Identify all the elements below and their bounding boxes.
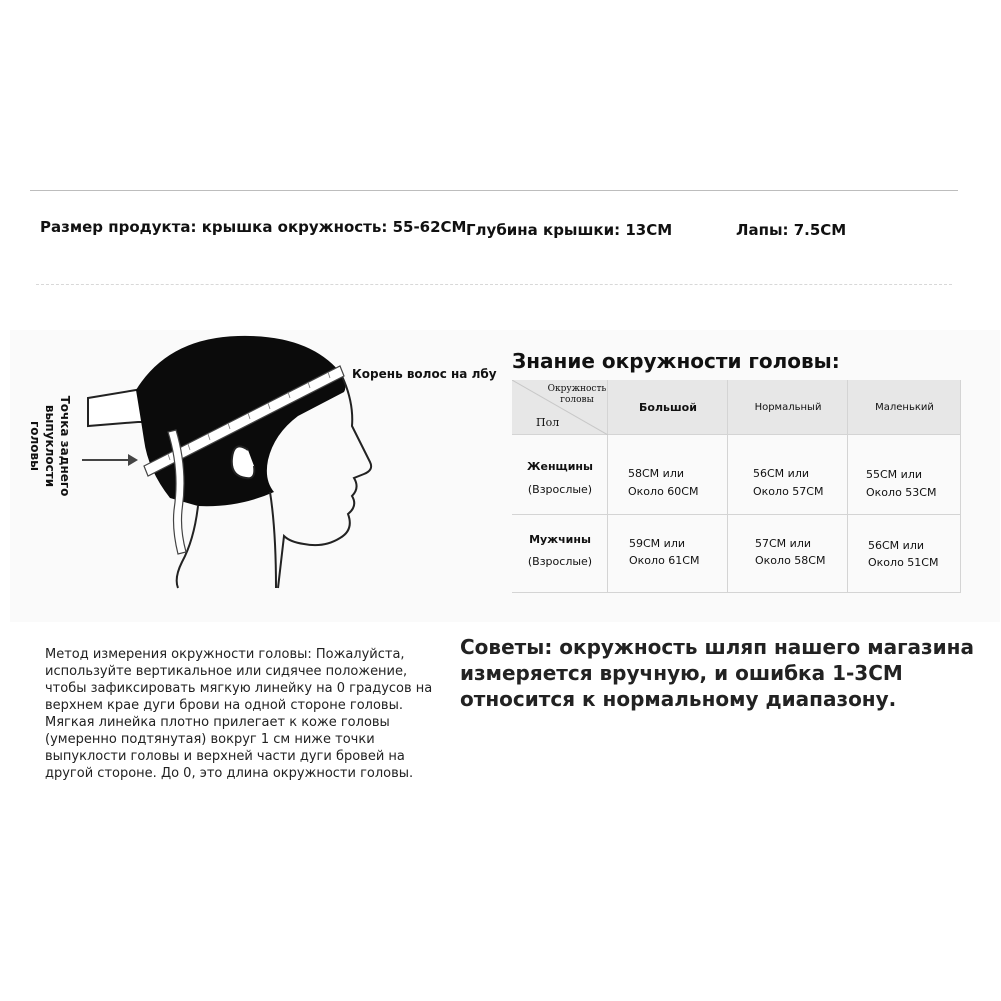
method-line: верхнем крае дуги брови на одной стороне головы. [45,698,403,713]
size-table [512,380,961,593]
table-cell: 58CM или Около 60CM [608,435,728,515]
forehead-hairline-label: Корень волос на лбу [352,367,497,381]
top-divider [30,190,958,191]
method-line: Метод измерения окружности головы: Пожалуйста, [45,647,405,662]
method-line: Мягкая линейка плотно прилегает к коже головы [45,715,390,730]
table-cell: 57CM или Около 58CM [728,515,848,593]
table-cell: 56CM или Около 51CM [848,515,961,593]
table-cell: 56CM или Около 57CM [728,435,848,515]
table-corner-cell [512,380,608,435]
method-line: чтобы зафиксировать мягкую линейку на 0 градусов на [45,681,433,696]
table-row-label: Мужчины (Взрослые) [512,515,608,593]
tips-line: Советы: окружность шляп нашего магазина [460,635,974,659]
table-cell: 59CM или Около 61CM [608,515,728,593]
measurement-method-text [45,646,465,782]
column-header: Нормальный [728,380,848,435]
tips-line: относится к нормальному диапазону. [460,687,897,711]
spec-size: Размер продукта: крышка окружность: 55-62CM [40,218,467,236]
spec-brim: Лапы: 7.5CM [736,221,847,239]
method-line: (умеренно подтянутая) вокруг 1 см ниже точки [45,732,375,747]
method-line: используйте вертикальное или сидячее положение, [45,664,408,679]
table-row-label: Женщины (Взрослые) [512,435,608,515]
column-header: Большой [608,380,728,435]
corner-bottom-label: Пол [536,416,560,429]
tips-text [460,634,980,712]
method-line: другой стороне. До 0, это длина окружности головы. [45,766,414,781]
dashed-divider [36,284,952,285]
head-measurement-illustration [78,330,378,592]
back-point-label: Точка заднего выпуклости головы [28,395,72,497]
method-line: выпуклости головы и верхней части дуги бровей на [45,749,405,764]
corner-top-label: Окружность головы [547,384,607,405]
spec-depth: Глубина крышки: 13CM [466,221,673,239]
size-table-title: Знание окружности головы: [512,349,840,373]
tips-line: измеряется вручную, и ошибка 1-3CM [460,661,903,685]
back-point-label-wrap [14,366,74,536]
table-cell: 55CM или Около 53CM [848,435,961,515]
column-header: Маленький [848,380,961,435]
